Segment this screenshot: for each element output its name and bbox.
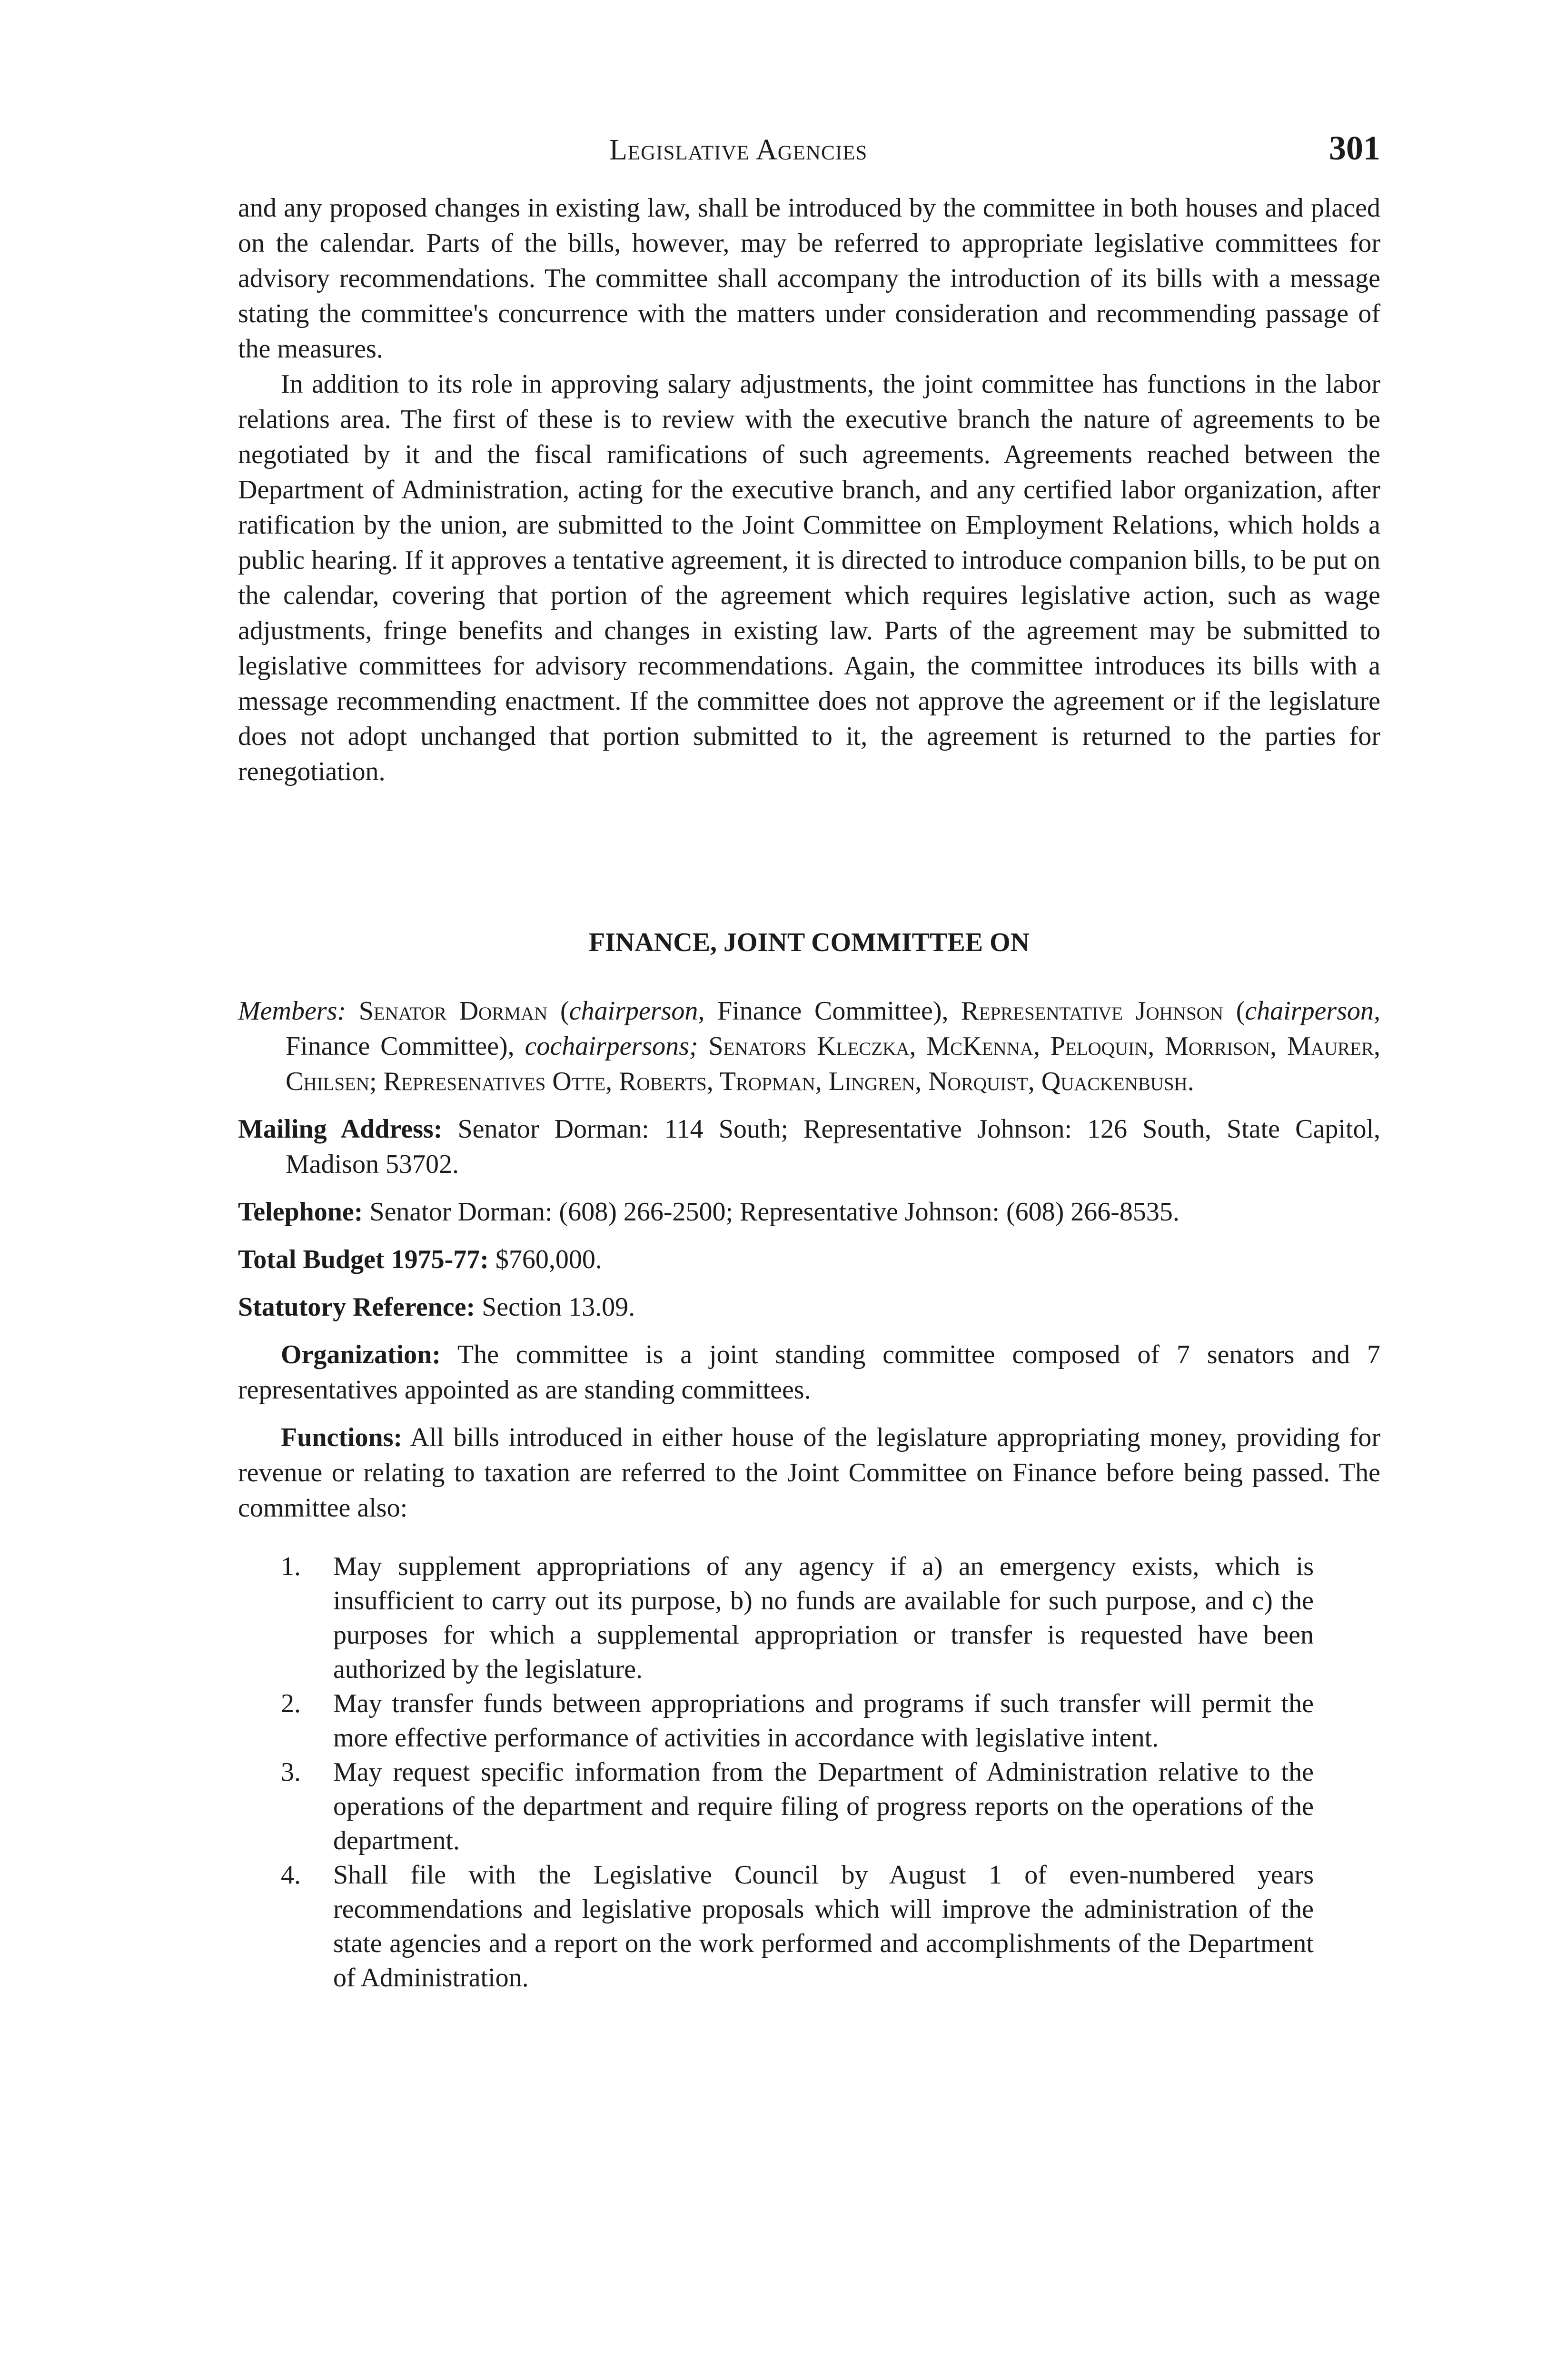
telephone-label: Telephone: bbox=[238, 1197, 363, 1227]
members-role-2: chairperson, bbox=[1245, 996, 1381, 1026]
total-budget-entry bbox=[238, 1242, 1380, 1277]
statutory-reference-label: Statutory Reference: bbox=[238, 1292, 476, 1322]
total-budget-value: $760,000. bbox=[495, 1245, 602, 1274]
mailing-address-entry bbox=[238, 1111, 1380, 1182]
section-title: FINANCE, JOINT COMMITTEE ON bbox=[588, 928, 1030, 957]
list-item bbox=[281, 1686, 1314, 1755]
functions-label: Functions: bbox=[281, 1423, 403, 1452]
members-list: Senators Kleczka, McKenna, Peloquin, Morrison, Maurer, Chilsen; Represenatives Otte, Roberts, Tropman, Lingren, Norquist, Quackenbush. bbox=[286, 1031, 1381, 1096]
list-item-number: 1. bbox=[281, 1552, 301, 1581]
page bbox=[238, 129, 1380, 1995]
list-item-text: May transfer funds between appropriations and programs if such transfer will permit the more effective performance of activities in accordance with legislative intent. bbox=[333, 1689, 1314, 1753]
organization-paragraph bbox=[238, 1337, 1380, 1408]
list-item bbox=[281, 1549, 1314, 1686]
members-entry: Members: Senator Dorman (chairperson, Finance Committee), Representative Johnson (chairperson, Finance Committee), cochairpersons; Senators Kleczka, McKenna, Peloquin, Morrison, Maurer, Chilsen; Represenatives Otte, Roberts, Tropman, Lingren, Norquist, Quackenbush. bbox=[238, 996, 1381, 1096]
organization-value: The committee is a joint standing committee composed of 7 senators and 7 representatives appointed as are standing committees. bbox=[238, 1340, 1380, 1405]
organization-label: Organization: bbox=[281, 1340, 441, 1369]
page-header bbox=[238, 129, 1380, 190]
list-item-text: May supplement appropriations of any agency if a) an emergency exists, which is insufficient to carry out its purpose, b) no funds are available for such purpose, and c) the purposes for which a supplemental appropriation or transfer is requested have been authorized by the legislature. bbox=[333, 1552, 1314, 1684]
list-item bbox=[281, 1755, 1314, 1858]
members-cochair-label: cochairpersons; bbox=[525, 1031, 698, 1061]
members-committee-1: Finance Committee), bbox=[717, 996, 949, 1026]
functions-paragraph bbox=[238, 1420, 1380, 1526]
members-representative-chair: Representative Johnson bbox=[961, 996, 1223, 1026]
functions-list bbox=[238, 1549, 1380, 1995]
members-senator-chair: Senator Dorman bbox=[358, 996, 548, 1026]
functions-value: All bills introduced in either house of the legislature appropriating money, providing for revenue or relating to taxation are referred to the Joint Committee on Finance before being passed. The committee also: bbox=[238, 1423, 1380, 1523]
members-label: Members: bbox=[238, 996, 347, 1026]
members-role-1: chairperson, bbox=[569, 996, 705, 1026]
mailing-address-label: Mailing Address: bbox=[238, 1114, 443, 1144]
running-head: Legislative Agencies bbox=[609, 134, 868, 166]
list-item-number: 3. bbox=[281, 1757, 301, 1787]
intro-paragraph-2: In addition to its role in approving salary adjustments, the joint committee has functions in the labor relations area. The first of these is to review with the executive branch the nature of agreements to be negotiated by it and the fiscal ramifications of such agreements. Agreements reached between the Department of Administration, acting for the executive branch, and any certified labor organization, after ratification by the union, are submitted to the Joint Committee on Employment Relations, which holds a public hearing. If it approves a tentative agreement, it is directed to introduce companion bills, to be put on the calendar, covering that portion of the agreement which requires legislative action, such as wage adjustments, fringe benefits and changes in existing law. Parts of the agreement may be submitted to legislative committees for advisory recommendations. Again, the committee introduces its bills with a message recommending enactment. If the committee does not approve the agreement or if the legislature does not adopt unchanged that portion submitted to it, the agreement is returned to the parties for renegotiation. bbox=[238, 369, 1380, 786]
list-item-number: 4. bbox=[281, 1860, 301, 1890]
members-committee-2: Finance Committee), bbox=[286, 1031, 515, 1061]
total-budget-label: Total Budget 1975-77: bbox=[238, 1245, 489, 1274]
telephone-value: Senator Dorman: (608) 266-2500; Representative Johnson: (608) 266-8535. bbox=[369, 1197, 1179, 1227]
statutory-reference-entry bbox=[238, 1289, 1380, 1325]
list-item-number: 2. bbox=[281, 1689, 301, 1718]
mailing-address-value: Senator Dorman: 114 South; Representative Johnson: 126 South, State Capitol, Madison 53702. bbox=[286, 1114, 1381, 1179]
intro-paragraph-1: and any proposed changes in existing law, shall be introduced by the committee in both houses and placed on the calendar. Parts of the bills, however, may be referred to appropriate legislative committees for advisory recommendations. The committee shall accompany the introduction of its bills with a message stating the committee's concurrence with the matters under consideration and recommending passage of the measures. bbox=[238, 193, 1380, 364]
list-item-text: May request specific information from the Department of Administration relative to the operations of the department and require filing of progress reports on the operations of the department. bbox=[333, 1757, 1314, 1855]
page-number: 301 bbox=[1329, 129, 1380, 167]
list-item-text: Shall file with the Legislative Council by August 1 of even-numbered years recommendations and legislative proposals which will improve the administration of the state agencies and a report on the work performed and accomplishments of the Department of Administration. bbox=[333, 1860, 1314, 1993]
telephone-entry bbox=[238, 1194, 1380, 1230]
statutory-reference-value: Section 13.09. bbox=[482, 1292, 635, 1322]
list-item bbox=[281, 1858, 1314, 1995]
